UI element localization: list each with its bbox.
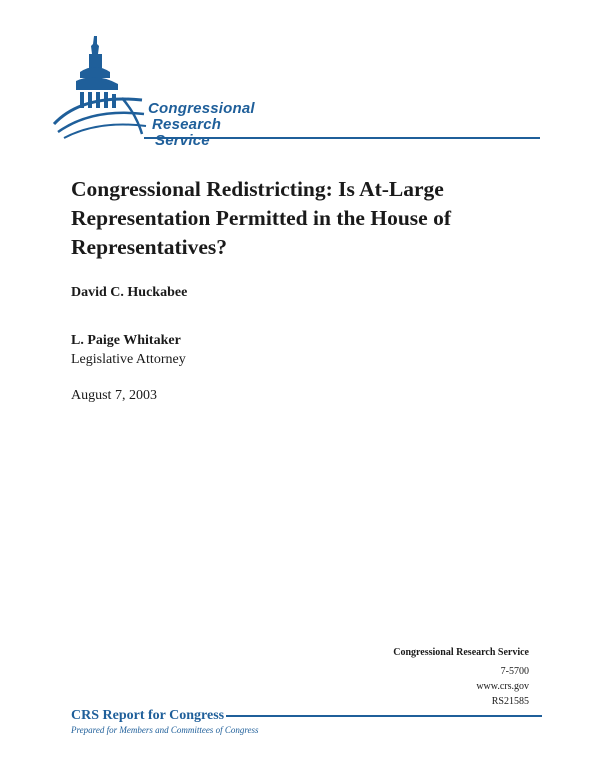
report-title: Congressional Redistricting: Is At-Large Representation Permitted in the House of Representatives?	[71, 177, 451, 259]
footer	[71, 706, 542, 735]
footer-title: CRS Report for Congress	[71, 708, 225, 723]
capitol-dome-icon	[52, 34, 542, 146]
logo-line-1: Congressional	[148, 100, 255, 117]
crs-report-id: RS21585	[491, 696, 529, 707]
report-date: August 7, 2003	[71, 388, 157, 403]
logo-line-2: Research	[152, 116, 222, 133]
author-name: David C. Huckabee	[71, 285, 188, 300]
logo-line-3: Service	[155, 132, 210, 149]
crs-phone: 7-5700	[500, 666, 529, 677]
crs-info-block	[393, 645, 529, 709]
footer-subtitle: Prepared for Members and Committees of Congress	[71, 725, 259, 735]
crs-logo	[52, 34, 542, 149]
author-name: L. Paige Whitaker	[71, 333, 181, 348]
crs-org: Congressional Research Service	[393, 647, 529, 658]
author-role: Legislative Attorney	[71, 352, 186, 367]
crs-url[interactable]: www.crs.gov	[476, 681, 529, 692]
